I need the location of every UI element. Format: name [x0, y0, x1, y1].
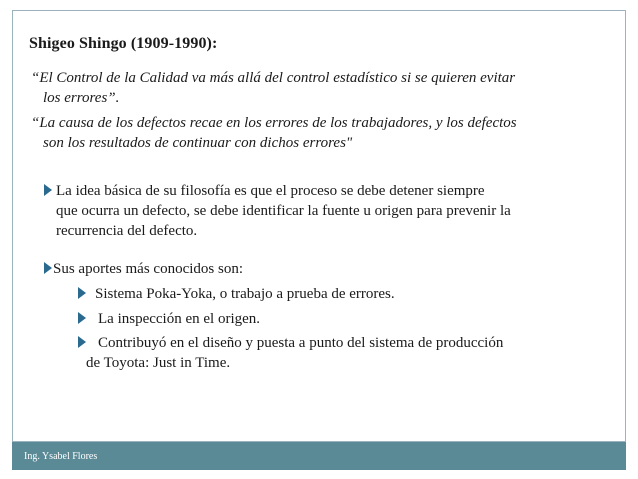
quote-2 [31, 113, 611, 153]
sub-bullet-toyota-line-1: Contribuyó en el diseño y puesta a punto del sistema de producción [98, 335, 504, 351]
bullet-arrow-icon [44, 262, 52, 274]
footer-bar [12, 442, 626, 470]
bullet-contributions-text: Sus aportes más conocidos son: [53, 261, 243, 277]
footer-author: Ing. Ysabel Flores [24, 451, 98, 462]
sub-bullet-poka-yoka [78, 284, 598, 304]
slide-title: Shigeo Shingo (1909-1990): [29, 35, 218, 52]
bullet-contributions [44, 259, 444, 279]
quote-1 [31, 68, 611, 108]
quote-2-line-2: son los resultados de continuar con dichos errores" [43, 135, 353, 151]
sub-bullet-inspection-text: La inspección en el origen. [98, 311, 261, 327]
bullet-arrow-icon [44, 184, 52, 196]
sub-bullet-inspection [78, 309, 598, 329]
sub-bullet-toyota [78, 333, 598, 373]
sub-bullet-poka-yoka-text: Sistema Poka-Yoka, o trabajo a prueba de errores. [95, 286, 395, 302]
bullet-philosophy-line-2: que ocurra un defecto, se debe identificar la fuente u origen para prevenir la [56, 203, 511, 219]
bullet-philosophy-line-1: La idea básica de su filosofía es que el proceso se debe detener siempre [56, 183, 485, 199]
sub-bullet-arrow-icon [78, 287, 86, 299]
bullet-philosophy-line-3: recurrencia del defecto. [56, 223, 198, 239]
quote-1-line-1: “El Control de la Calidad va más allá del control estadístico si se quieren evitar [31, 70, 516, 86]
sub-bullet-toyota-line-2: de Toyota: Just in Time. [86, 355, 231, 371]
sub-bullet-arrow-icon [78, 312, 86, 324]
sub-bullet-arrow-icon [78, 336, 86, 348]
quote-2-line-1: “La causa de los defectos recae en los errores de los trabajadores, y los defectos [31, 115, 517, 131]
quote-1-line-2: los errores”. [43, 90, 120, 106]
bullet-philosophy [44, 181, 612, 241]
